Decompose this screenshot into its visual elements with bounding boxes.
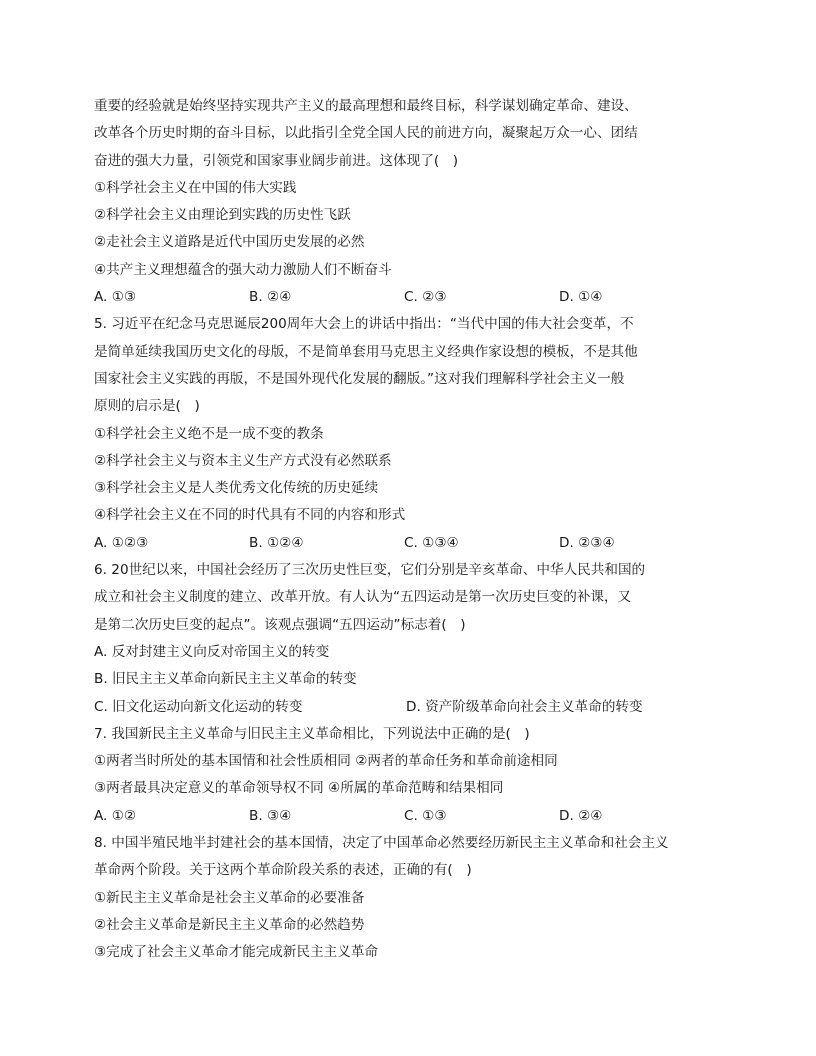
option-d: D. ②④ [559,807,603,824]
question-7-statement: ①两者当时所处的基本国情和社会性质相同 ②两者的革命任务和革命前途相同 [94,753,558,770]
option-a: A. 反对封建主义向反对帝国主义的转变 [94,643,330,660]
question-5-options [94,530,728,557]
option-a: A. ①③ [94,289,137,306]
option-a: A. ①② [94,807,137,824]
question-6-stem-line: 6. 20世纪以来，中国社会经历了三次历史性巨变，它们分别是辛亥革命、中华人民共和国的 [94,562,646,579]
question-6-stem-line: 成立和社会主义制度的建立、改革开放。有人认为“五四运动是第一次历史巨变的补课，又 [94,589,632,606]
question-5-stem-line: 原则的启示是( ) [94,398,200,415]
question-4-statement: ④共产主义理想蕴含的强大动力激励人们不断奋斗 [94,261,392,278]
question-4-statement: ②科学社会主义由理论到实践的历史性飞跃 [94,207,351,224]
question-8-statement: ③完成了社会主义革命才能完成新民主主义革命 [94,944,379,961]
question-5-stem-line: 5. 习近平在纪念马克思诞辰200周年大会上的讲话中指出：“当代中国的伟大社会变革，不 [94,316,634,333]
question-5-stem-line: 是简单延续我国历史文化的母版，不是简单套用马克思主义经典作家设想的模板，不是其他 [94,343,638,360]
option-c: C. ②③ [404,289,447,306]
option-c: C. 旧文化运动向新文化运动的转变 [94,698,303,715]
question-8-stem-line: 8. 中国半殖民地半封建社会的基本国情，决定了中国革命必然要经历新民主主义革命和社会主义 [94,835,669,852]
option-c: C. ①③④ [404,534,459,551]
page-content [94,93,728,967]
option-a: A. ①②③ [94,534,149,551]
question-4-statement: ①科学社会主义在中国的伟大实践 [94,179,297,196]
question-5-statement: ①科学社会主义绝不是一成不变的教条 [94,425,324,442]
option-d: D. ②③④ [559,534,615,551]
option-d: D. 资产阶级革命向社会主义革命的转变 [406,698,643,715]
question-8-stem-line: 革命两个阶段。关于这两个革命阶段关系的表述，正确的有( ) [94,862,472,879]
question-4-options [94,284,728,311]
option-c: C. ①③ [404,807,447,824]
question-4-stem-line: 奋进的强大力量，引领党和国家事业阔步前进。这体现了( ) [94,152,459,169]
question-7-statement: ③两者最具决定意义的革命领导权不同 ④所属的革命范畴和结果相同 [94,780,504,797]
question-5-statement: ②科学社会主义与资本主义生产方式没有必然联系 [94,452,392,469]
question-6-stem-line: 是第二次历史巨变的起点”。该观点强调“五四运动”标志着( ) [94,616,466,633]
question-4-stem-line: 重要的经验就是始终坚持实现共产主义的最高理想和最终目标，科学谋划确定革命、建设、 [94,98,638,114]
question-4-stem-line: 改革各个历史时期的奋斗目标，以此指引全党全国人民的前进方向，凝聚起万众一心、团结 [94,125,638,142]
option-b: B. ①②④ [249,534,304,551]
question-6-options-cd [94,694,728,721]
option-b: B. ③④ [249,807,292,824]
question-7-stem: 7. 我国新民主主义革命与旧民主主义革命相比，下列说法中正确的是( ) [94,725,530,742]
option-b: B. 旧民主主义革命向新民主主义革命的转变 [94,671,357,688]
question-5-statement: ③科学社会主义是人类优秀文化传统的历史延续 [94,480,379,497]
question-8-statement: ①新民主主义革命是社会主义革命的必要准备 [94,889,365,906]
question-5-stem-line: 国家社会主义实践的再版，不是国外现代化发展的翻版。”这对我们理解科学社会主义一般 [94,370,625,387]
option-d: D. ①④ [559,289,603,306]
question-8-statement: ②社会主义革命是新民主主义革命的必然趋势 [94,916,365,933]
question-7-options [94,803,728,830]
option-b: B. ②④ [249,289,292,306]
question-4-statement: ②走社会主义道路是近代中国历史发展的必然 [94,234,365,251]
question-5-statement: ④科学社会主义在不同的时代具有不同的内容和形式 [94,507,406,524]
